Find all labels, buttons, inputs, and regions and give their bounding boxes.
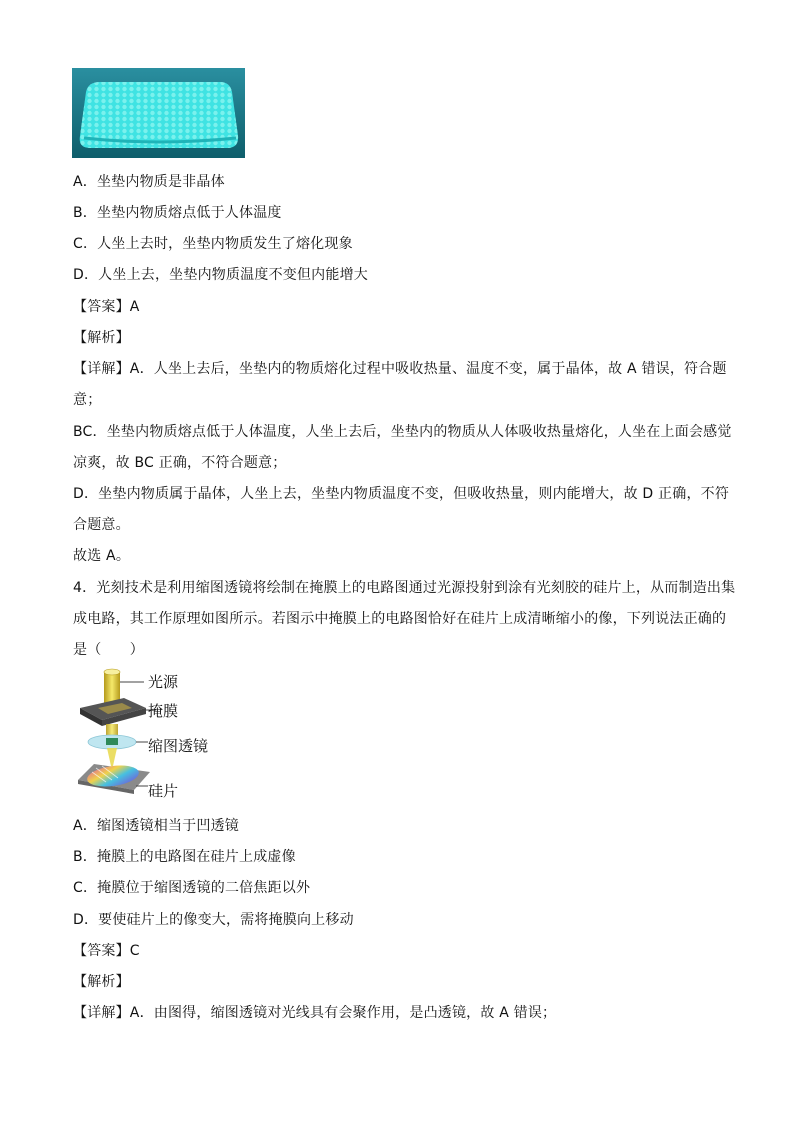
label-mask: 掩膜 — [148, 702, 179, 720]
q3-detail-line: BC．坐垫内物质熔点低于人体温度，人坐上去后，坐垫内的物质从人体吸收热量熔化，人坐在上面会感觉 — [73, 424, 732, 440]
q4-option-c: C．掩膜位于缩图透镜的二倍焦距以外 — [73, 880, 311, 896]
q4-detail-line: 【详解】A．由图得，缩图透镜对光线具有会聚作用，是凸透镜，故 A 错误； — [73, 1005, 557, 1021]
q3-detail-line: 【详解】A．人坐上去后，坐垫内的物质熔化过程中吸收热量、温度不变，属于晶体，故 A 错误，符合题 — [73, 361, 727, 377]
q3-option-b: B．坐垫内物质熔点低于人体温度 — [73, 205, 282, 221]
q4-stem-line: 4．光刻技术是利用缩图透镜将绘制在掩膜上的电路图通过光源投射到涂有光刻胶的硅片上，从而制造出集 — [73, 580, 736, 596]
label-lens: 缩图透镜 — [148, 737, 209, 755]
q4-option-a: A．缩图透镜相当于凹透镜 — [73, 818, 239, 834]
q4-stem-line: 成电路，其工作原理如图所示。若图示中掩膜上的电路图恰好在硅片上成清晰缩小的像，下列说法正确的 — [73, 611, 727, 627]
q3-analysis-label: 【解析】 — [73, 330, 130, 346]
q3-detail-line: D．坐垫内物质属于晶体，人坐上去，坐垫内物质温度不变，但吸收热量，则内能增大，故 D 正确，不符 — [73, 486, 730, 502]
q4-analysis-label: 【解析】 — [73, 974, 130, 990]
seat-cushion-image — [72, 68, 245, 158]
q3-option-c: C．人坐上去时，坐垫内物质发生了熔化现象 — [73, 236, 353, 252]
label-wafer: 硅片 — [148, 782, 179, 800]
q4-stem-line: 是（ ） — [73, 642, 144, 658]
q3-option-a: A．坐垫内物质是非晶体 — [73, 174, 225, 190]
q3-detail-line: 意； — [73, 392, 102, 408]
q3-detail-line: 故选 A。 — [73, 548, 131, 564]
q4-option-b: B．掩膜上的电路图在硅片上成虚像 — [73, 849, 296, 865]
q3-detail-line: 凉爽，故 BC 正确，不符合题意； — [73, 455, 287, 471]
q4-option-d: D．要使硅片上的像变大，需将掩膜向上移动 — [73, 912, 354, 928]
q3-answer: 【答案】A — [73, 299, 140, 315]
q3-detail-line: 合题意。 — [73, 517, 130, 533]
seat-cushion-illustration — [72, 68, 245, 158]
label-light-source: 光源 — [148, 673, 179, 691]
q4-answer: 【答案】C — [73, 943, 140, 959]
q3-option-d: D．人坐上去，坐垫内物质温度不变但内能增大 — [73, 267, 368, 283]
